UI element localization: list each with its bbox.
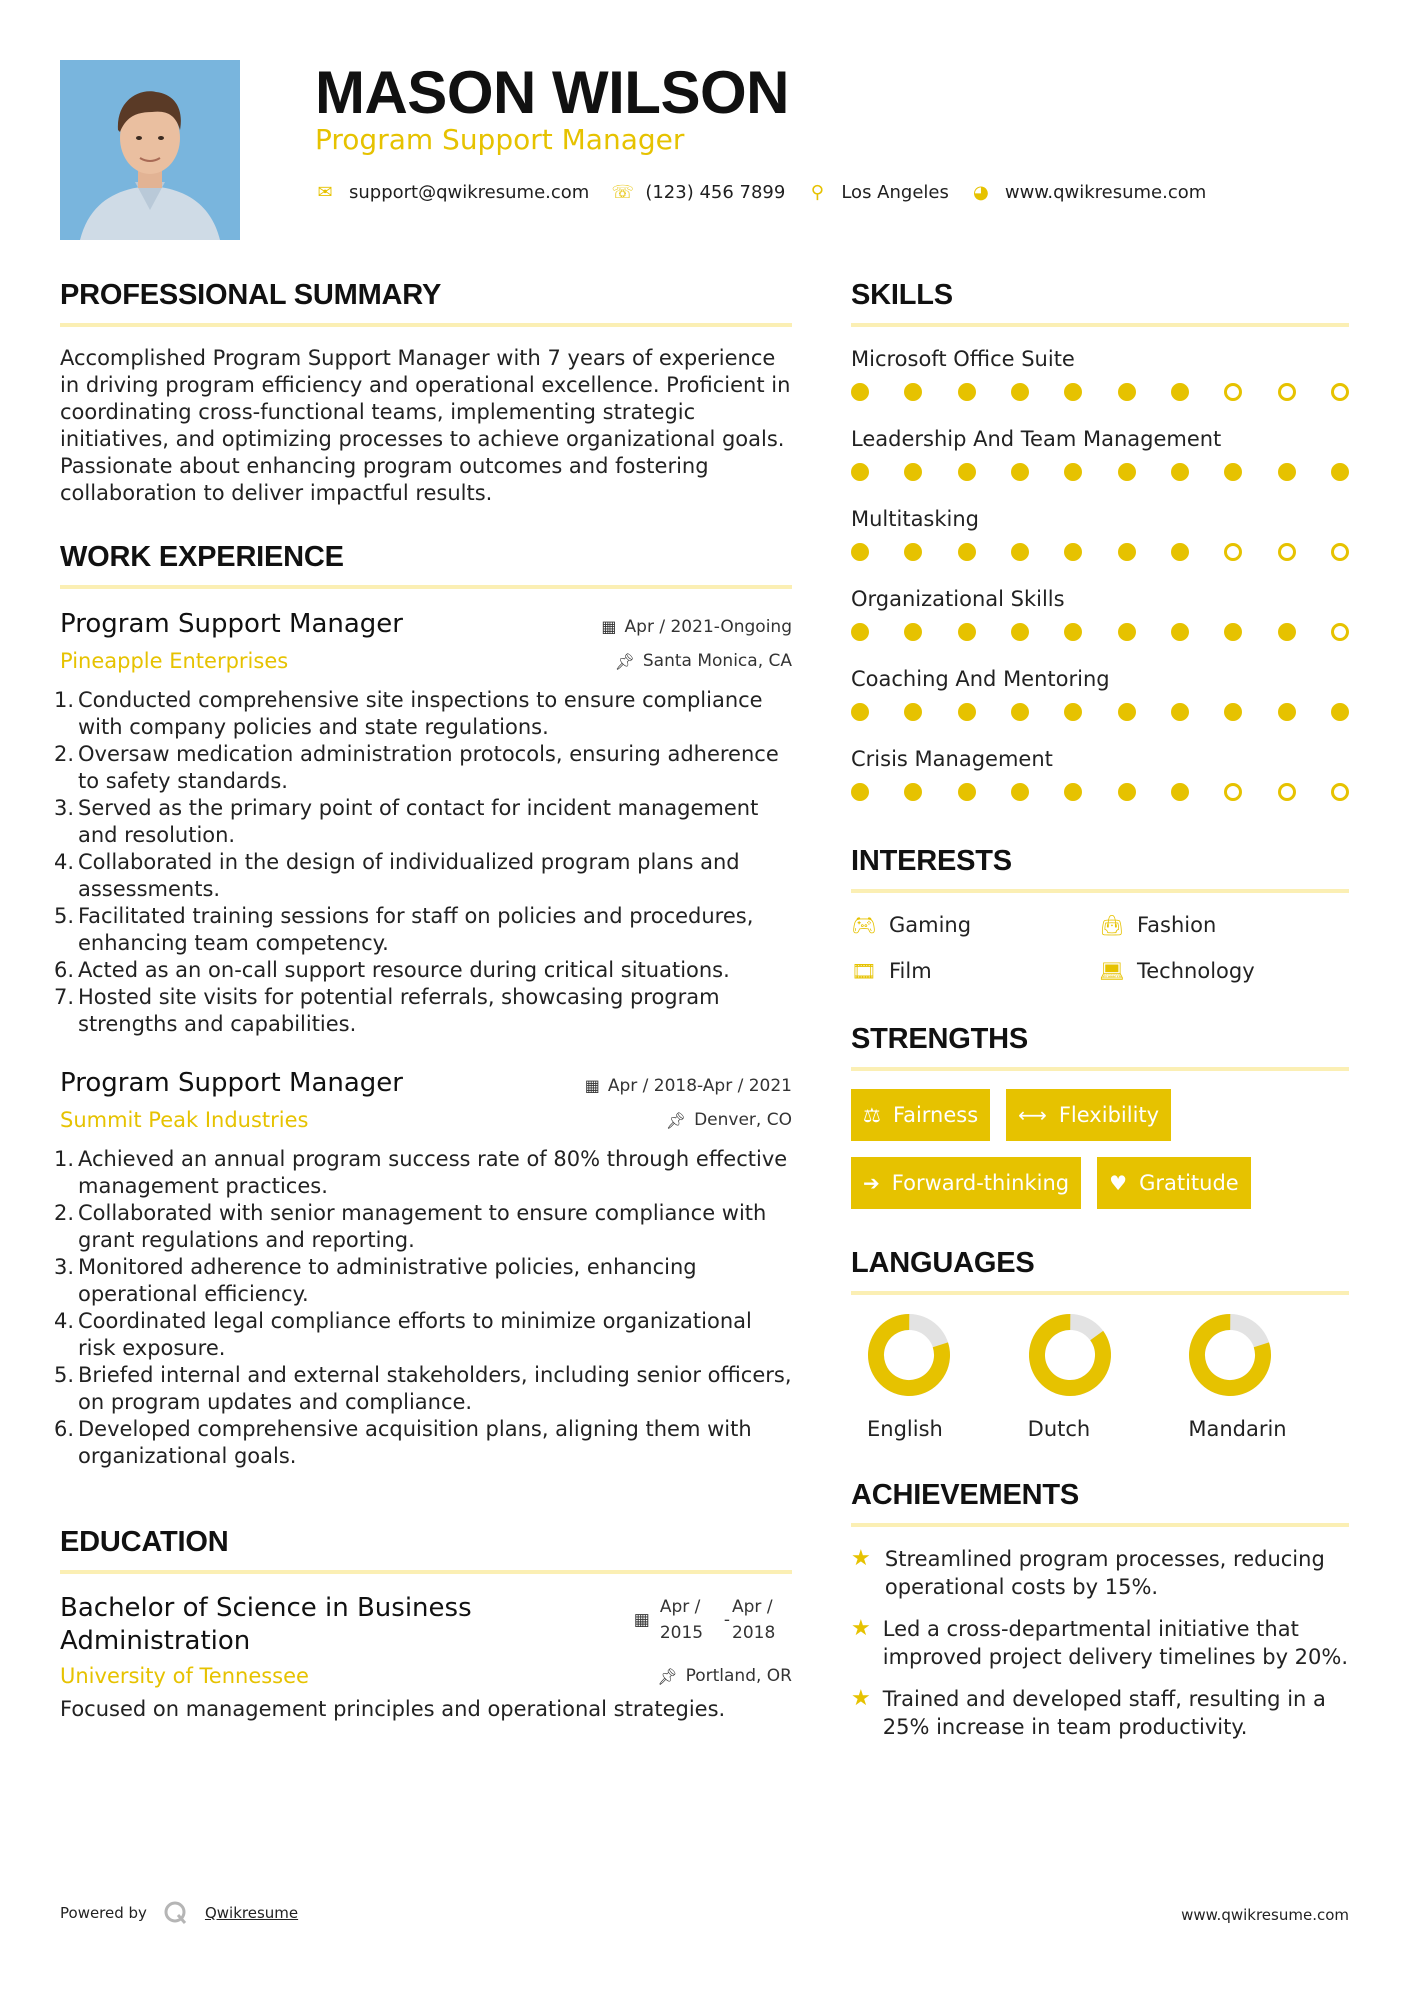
list-item: Achieved an annual program success rate of 80% through effective management practices. xyxy=(78,1147,788,1198)
strength-chip xyxy=(851,1089,990,1141)
shopping-bag-icon: 👜︎ xyxy=(1099,913,1125,937)
skill-rating xyxy=(851,703,1349,721)
job-title: Program Support Manager xyxy=(60,1068,403,1098)
skill-dot-filled xyxy=(1011,623,1029,641)
interests-list xyxy=(851,911,1349,985)
skills-heading: SKILLS xyxy=(851,275,1349,327)
interests-heading: INTERESTS xyxy=(851,841,1349,893)
experience-heading: WORK EXPERIENCE xyxy=(60,537,792,589)
footer-powered xyxy=(60,1900,298,1926)
contact-bar xyxy=(315,178,1228,206)
skill-dot-filled xyxy=(1171,703,1189,721)
skill-dot-filled xyxy=(1331,703,1349,721)
arrows-horizontal-icon: ⟷ xyxy=(1018,1103,1047,1127)
job-bullets xyxy=(60,1146,792,1470)
skill-dot-filled xyxy=(958,783,976,801)
strength-label: Forward-thinking xyxy=(891,1171,1070,1195)
education-description: Focused on management principles and operational strategies. xyxy=(60,1697,726,1721)
achievement-item xyxy=(851,1685,1349,1741)
job-entry xyxy=(60,1066,792,1470)
job-title: Program Support Manager xyxy=(60,609,403,639)
list-item: Facilitated training sessions for staff on policies and procedures, enhancing team competency. xyxy=(78,904,754,955)
achievement-text: Streamlined program processes, reducing operational costs by 15%. xyxy=(884,1547,1325,1599)
language-item xyxy=(1188,1313,1349,1443)
skill-dot-filled xyxy=(851,623,869,641)
company-name: Pineapple Enterprises xyxy=(60,649,289,673)
pushpin-icon: 📌︎ xyxy=(657,1666,678,1686)
left-column xyxy=(60,275,792,1723)
donut-arc xyxy=(867,1313,950,1396)
job-location xyxy=(615,651,792,671)
school-location-text: Portland, OR xyxy=(685,1666,792,1686)
qwikresume-logo-icon xyxy=(163,1900,189,1926)
education-end: Apr / 2018 xyxy=(732,1597,776,1643)
skill-dot-filled xyxy=(1278,463,1296,481)
achievement-text: Trained and developed staff, resulting in a 25% increase in team productivity. xyxy=(882,1687,1326,1739)
skill-dot-filled xyxy=(1331,463,1349,481)
skill-dot-filled xyxy=(1011,463,1029,481)
strengths-heading: STRENGTHS xyxy=(851,1019,1349,1071)
skill-dot-filled xyxy=(1118,783,1136,801)
language-item xyxy=(867,1313,1028,1443)
education-entry xyxy=(60,1592,792,1723)
job-dates xyxy=(601,617,792,637)
strength-chip xyxy=(1097,1157,1251,1209)
skill-dot-filled xyxy=(958,463,976,481)
job-dates-text: Apr / 2021-Ongoing xyxy=(624,616,792,637)
star-icon: ★ xyxy=(851,1686,871,1711)
skill-dot-filled xyxy=(1064,543,1082,561)
skill-dot-filled xyxy=(851,703,869,721)
school-location xyxy=(657,1666,792,1686)
skill-name: Multitasking xyxy=(851,507,980,531)
skill-dot-filled xyxy=(1011,783,1029,801)
brand-link[interactable]: Qwikresume xyxy=(204,1904,299,1922)
skill-dot-empty xyxy=(1278,543,1296,561)
skills-list xyxy=(851,345,1349,801)
summary-heading: PROFESSIONAL SUMMARY xyxy=(60,275,792,327)
skill-dot-filled xyxy=(1011,703,1029,721)
interest-label: Technology xyxy=(1137,959,1255,983)
calendar-icon: ▦ xyxy=(584,1076,600,1095)
language-donut xyxy=(1028,1313,1112,1397)
skill-dot-filled xyxy=(904,383,922,401)
list-item: Coordinated legal compliance efforts to minimize organizational risk exposure. xyxy=(78,1309,752,1360)
languages-list xyxy=(851,1313,1349,1443)
skill-dot-filled xyxy=(1064,463,1082,481)
contact-phone[interactable] xyxy=(611,182,785,203)
film-icon: 🎞︎ xyxy=(851,959,877,983)
skill-dot-filled xyxy=(904,463,922,481)
skill-dot-filled xyxy=(1064,383,1082,401)
interest-item xyxy=(1099,957,1349,985)
skill-dot-empty xyxy=(1331,783,1349,801)
interest-label: Film xyxy=(889,959,932,983)
job-location xyxy=(666,1110,792,1130)
contact-email[interactable] xyxy=(315,182,589,203)
arrow-right-icon: ➔ xyxy=(863,1171,880,1195)
skill-dot-filled xyxy=(1011,383,1029,401)
list-item: Acted as an on-call support resource during critical situations. xyxy=(78,958,730,982)
education-heading: EDUCATION xyxy=(60,1522,792,1574)
balance-scale-icon: ⚖ xyxy=(863,1103,881,1127)
degree-title: Bachelor of Science in Business Administration xyxy=(60,1593,472,1656)
company-name: Summit Peak Industries xyxy=(60,1108,309,1132)
strength-label: Gratitude xyxy=(1139,1171,1239,1195)
language-label: English xyxy=(867,1417,943,1441)
skill-dot-filled xyxy=(958,543,976,561)
skill-name: Microsoft Office Suite xyxy=(851,347,1075,371)
skill-dot-filled xyxy=(1064,783,1082,801)
profile-photo xyxy=(60,60,240,240)
candidate-name: MASON WILSON xyxy=(315,59,789,126)
skill-dot-empty xyxy=(1331,543,1349,561)
achievement-text: Led a cross-departmental initiative that improved project delivery timelines by 20%. xyxy=(882,1617,1349,1669)
interest-item xyxy=(851,911,1099,939)
skill-name: Leadership And Team Management xyxy=(851,427,1222,451)
skill-dot-filled xyxy=(1118,463,1136,481)
skill-dot-filled xyxy=(1118,623,1136,641)
skill-item xyxy=(851,745,1349,801)
star-icon: ★ xyxy=(851,1546,871,1571)
list-item: Served as the primary point of contact for incident management and resolution. xyxy=(78,796,759,847)
skill-dot-filled xyxy=(1278,623,1296,641)
powered-by-text: Powered by xyxy=(60,1904,147,1922)
email-text: support@qwikresume.com xyxy=(349,181,590,203)
contact-location xyxy=(807,182,949,203)
skill-dot-filled xyxy=(1171,783,1189,801)
strength-label: Fairness xyxy=(892,1103,979,1127)
summary-text: Accomplished Program Support Manager with 7 years of experience in driving program efficiency and operational excellence. Proficient in coordinating cross-functional teams, implementing strategic initiatives, and optimizing processes to achieve organizational goals. Passionate about enhancing program outcomes and fostering collaboration to deliver impactful results. xyxy=(60,346,791,505)
skill-rating xyxy=(851,623,1349,641)
achievement-item xyxy=(851,1615,1349,1671)
list-item: Oversaw medication administration protocols, ensuring adherence to safety standards. xyxy=(78,742,779,793)
heart-icon: ♥ xyxy=(1109,1171,1128,1195)
list-item: Briefed internal and external stakeholders, including senior officers, on program updates and compliance. xyxy=(78,1363,792,1414)
list-item: Conducted comprehensive site inspections to ensure compliance with company policies and state regulations. xyxy=(78,688,763,739)
skill-dot-empty xyxy=(1278,783,1296,801)
skill-dot-filled xyxy=(1064,703,1082,721)
phone-icon: ☏ xyxy=(611,181,634,203)
language-item xyxy=(1028,1313,1189,1443)
contact-website[interactable] xyxy=(971,182,1206,203)
interest-item xyxy=(851,957,1099,985)
skill-dot-filled xyxy=(1278,703,1296,721)
interest-label: Fashion xyxy=(1137,913,1217,937)
skill-rating xyxy=(851,543,1349,561)
laptop-icon: 💻︎ xyxy=(1099,959,1125,983)
skill-dot-filled xyxy=(851,383,869,401)
skill-dot-empty xyxy=(1331,383,1349,401)
website-text: www.qwikresume.com xyxy=(1004,181,1207,203)
language-label: Dutch xyxy=(1027,1417,1091,1441)
language-donut xyxy=(1188,1313,1272,1397)
candidate-title: Program Support Manager xyxy=(315,123,685,156)
achievements-heading: ACHIEVEMENTS xyxy=(851,1475,1349,1527)
interest-label: Gaming xyxy=(889,913,972,937)
donut-arc xyxy=(1189,1313,1272,1396)
skill-dot-filled xyxy=(904,543,922,561)
language-label: Mandarin xyxy=(1188,1417,1287,1441)
skill-dot-filled xyxy=(1064,623,1082,641)
skill-dot-empty xyxy=(1224,543,1242,561)
skill-dot-filled xyxy=(958,623,976,641)
right-column xyxy=(851,275,1349,1755)
skill-dot-empty xyxy=(1224,383,1242,401)
job-dates-text: Apr / 2018-Apr / 2021 xyxy=(607,1075,792,1096)
interest-item xyxy=(1099,911,1349,939)
gamepad-icon: 🎮︎ xyxy=(851,913,877,937)
envelope-icon: ✉ xyxy=(317,181,333,203)
skill-dot-empty xyxy=(1224,783,1242,801)
language-donut xyxy=(867,1313,951,1397)
strengths-list xyxy=(851,1089,1349,1209)
education-start: Apr / 2015 xyxy=(659,1597,704,1643)
skill-dot-filled xyxy=(1224,703,1242,721)
skill-dot-filled xyxy=(851,543,869,561)
skill-dot-filled xyxy=(958,703,976,721)
skill-name: Coaching And Mentoring xyxy=(851,667,1110,691)
skill-dot-filled xyxy=(1171,383,1189,401)
skill-dot-filled xyxy=(1171,543,1189,561)
pushpin-icon: 📌︎ xyxy=(614,651,635,671)
job-dates xyxy=(585,1076,792,1096)
strength-chip xyxy=(1006,1089,1171,1141)
skill-dot-filled xyxy=(851,463,869,481)
job-location-text: Santa Monica, CA xyxy=(642,651,792,671)
skill-dot-filled xyxy=(851,783,869,801)
footer-website[interactable]: www.qwikresume.com xyxy=(1181,1906,1349,1924)
list-item: Hosted site visits for potential referrals, showcasing program strengths and capabilities. xyxy=(78,985,720,1036)
skill-dot-empty xyxy=(1331,623,1349,641)
skill-dot-filled xyxy=(1224,623,1242,641)
education-dates xyxy=(634,1594,792,1646)
skill-dot-filled xyxy=(1118,543,1136,561)
job-location-text: Denver, CO xyxy=(694,1110,792,1130)
skill-item xyxy=(851,585,1349,641)
achievements-list xyxy=(851,1545,1349,1741)
skill-item xyxy=(851,425,1349,481)
skill-dot-filled xyxy=(904,623,922,641)
skill-rating xyxy=(851,383,1349,401)
skill-dot-filled xyxy=(1171,623,1189,641)
skill-rating xyxy=(851,783,1349,801)
skill-name: Crisis Management xyxy=(851,747,1053,771)
skill-dot-filled xyxy=(1171,463,1189,481)
skill-dot-empty xyxy=(1278,383,1296,401)
skill-dot-filled xyxy=(1011,543,1029,561)
phone-text: (123) 456 7899 xyxy=(645,181,786,203)
list-item: Developed comprehensive acquisition plans, aligning them with organizational goals. xyxy=(78,1417,752,1468)
profile-photo-illustration xyxy=(60,60,240,240)
map-marker-icon: ⚲ xyxy=(810,181,824,203)
list-item: Collaborated with senior management to ensure compliance with grant regulations and reporting. xyxy=(78,1201,767,1252)
list-item: Monitored adherence to administrative policies, enhancing operational efficiency. xyxy=(78,1255,697,1306)
skill-dot-filled xyxy=(1118,383,1136,401)
skill-dot-filled xyxy=(904,703,922,721)
job-bullets xyxy=(60,687,792,1038)
skill-dot-filled xyxy=(1224,463,1242,481)
globe-icon: ◕ xyxy=(972,181,989,203)
skill-item xyxy=(851,505,1349,561)
star-icon: ★ xyxy=(851,1616,871,1641)
strength-label: Flexibility xyxy=(1058,1103,1160,1127)
pushpin-icon: 📌︎ xyxy=(665,1110,687,1130)
skill-dot-filled xyxy=(1118,703,1136,721)
job-entry xyxy=(60,607,792,1038)
location-text: Los Angeles xyxy=(841,181,949,203)
skill-dot-filled xyxy=(904,783,922,801)
skill-dot-filled xyxy=(958,383,976,401)
calendar-icon: ▦ xyxy=(601,617,617,636)
date-separator: - xyxy=(723,1610,730,1630)
skill-rating xyxy=(851,463,1349,481)
list-item: Collaborated in the design of individualized program plans and assessments. xyxy=(78,850,740,901)
strength-chip xyxy=(851,1157,1081,1209)
skill-item xyxy=(851,345,1349,401)
skill-item xyxy=(851,665,1349,721)
calendar-icon: ▦ xyxy=(633,1610,650,1630)
donut-arc xyxy=(1028,1313,1112,1397)
skill-name: Organizational Skills xyxy=(851,587,1065,611)
school-name: University of Tennessee xyxy=(60,1664,309,1688)
languages-heading: LANGUAGES xyxy=(851,1243,1349,1295)
achievement-item xyxy=(851,1545,1349,1601)
